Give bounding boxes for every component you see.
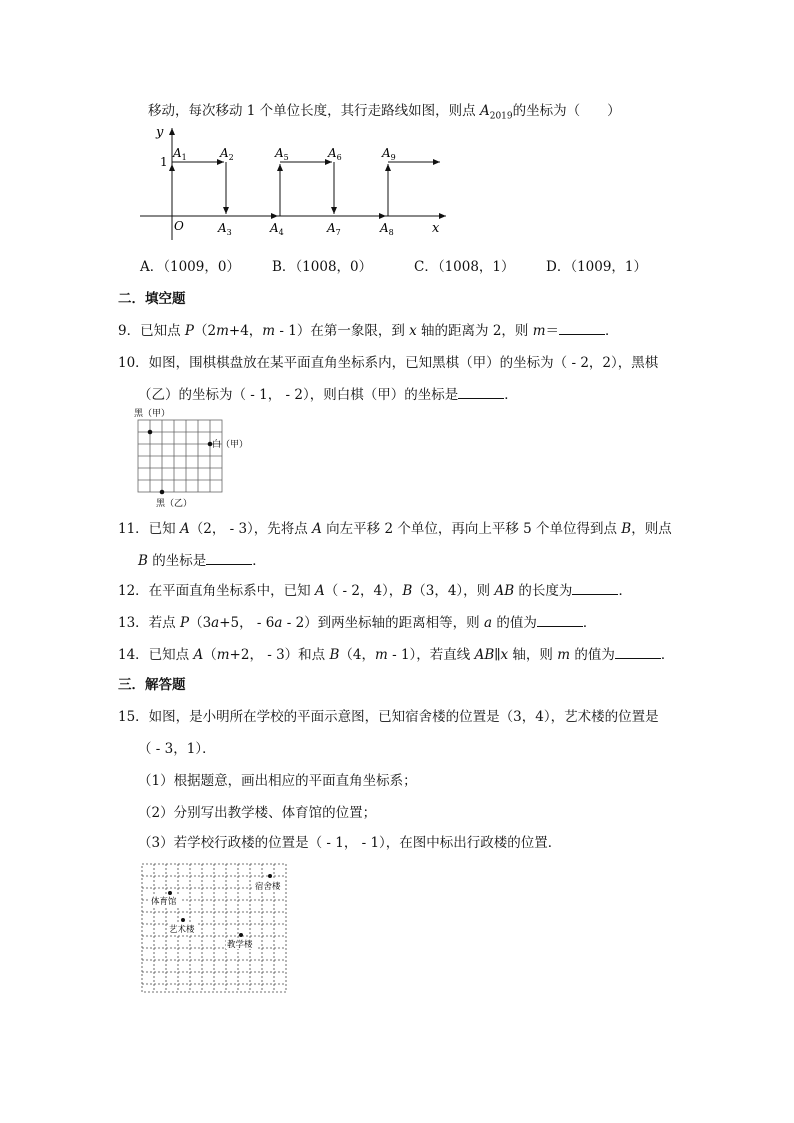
q12-var: AB	[494, 583, 515, 599]
art-point	[181, 918, 185, 922]
q13-answer-blank[interactable]	[537, 614, 583, 627]
q14-var: m	[216, 647, 230, 663]
q14-text: 的值为	[570, 647, 615, 663]
section-solution-title: 三．解答题	[118, 677, 186, 693]
q14-text: - 1），若直线	[387, 647, 475, 663]
label-A3: $A_3$	[218, 221, 232, 237]
q13-text: 13．若点	[118, 615, 180, 631]
label-A7: $A_7$	[327, 221, 341, 237]
q10-line1: 10．如图，围棋棋盘放在某平面直角坐标系内，已知黑棋（甲）的坐标为（ - 2，2），黑棋	[118, 355, 659, 371]
q15-line1: 15．如图，是小明所在学校的平面示意图，已知宿舍楼的位置是（3，4），艺术楼的位置是	[118, 709, 659, 725]
q8-option-a[interactable]: A．（1009，0）	[140, 259, 240, 275]
teach-label: 教学楼	[227, 940, 253, 950]
q11-text: 11．已知	[118, 521, 180, 537]
q15-line2: （ - 3，1）．	[138, 741, 216, 757]
q13-stem	[118, 614, 596, 632]
q8-option-c[interactable]: C．（1008，1）	[414, 259, 515, 275]
q13-text: ．	[582, 615, 597, 631]
q13-var: a	[211, 615, 220, 631]
q9-stem	[118, 322, 619, 340]
q9-answer-blank[interactable]	[559, 322, 605, 335]
q10-line2	[138, 386, 518, 404]
q13-var: P	[179, 615, 190, 631]
q9-var: m	[532, 323, 546, 339]
q9-text: ．	[605, 323, 619, 339]
teach-point	[239, 933, 243, 937]
q9-text: （2	[193, 323, 217, 339]
q14-text: （	[203, 647, 217, 663]
section-fill-blank-title: 二．填空题	[118, 291, 186, 307]
q11-line2	[138, 552, 266, 570]
label-A2: $A_2$	[220, 146, 234, 162]
axis-x-label: x	[432, 221, 440, 236]
label-black-a: 黑（甲）	[134, 409, 171, 419]
q9-var: x	[409, 323, 417, 339]
q9-var: m	[262, 323, 276, 339]
q12-text: 12．在平面直角坐标系中，已知	[118, 583, 315, 599]
q13-text: - 2）到两坐标轴的距离相等，则	[282, 615, 484, 631]
q9-text: +4，	[228, 323, 263, 339]
q8-option-d[interactable]: D．（1009，1）	[546, 259, 648, 275]
q15-sub2: （2）分别写出教学楼、体育馆的位置；	[138, 805, 377, 821]
q9-var: m	[216, 323, 229, 339]
q14-var: AB	[474, 647, 495, 663]
q12-stem	[118, 582, 632, 600]
q14-answer-blank[interactable]	[615, 646, 661, 659]
q12-text: ．	[618, 583, 632, 599]
q10-text: ．	[504, 387, 518, 403]
q11-var: A	[312, 521, 322, 537]
q8-stem-text: 移动，每次移动 1 个单位长度，其行走路线如图，则点	[148, 103, 480, 119]
black-stone-b	[160, 490, 165, 495]
q13-var: a	[483, 615, 493, 631]
q14-var: m	[375, 647, 388, 663]
label-white-a: 白（甲）	[212, 440, 249, 450]
q14-stem	[118, 646, 674, 664]
q11-text: （2， - 3），先将点	[189, 521, 313, 537]
label-A6: $A_6$	[328, 146, 342, 162]
gym-point	[168, 891, 172, 895]
q14-text: ∥	[494, 647, 501, 663]
dorm-point	[268, 874, 272, 878]
q10-text: （乙）的坐标为（ - 1， - 2），则白棋（甲）的坐标是	[138, 387, 459, 403]
axis-y-label: y	[156, 125, 164, 140]
q12-text: （ - 2，4），	[324, 583, 403, 599]
q9-text: - 1）在第一象限，到	[275, 323, 410, 339]
label-A4: $A_4$	[270, 221, 284, 237]
label-A5: $A_5$	[275, 146, 289, 162]
q14-var: A	[193, 647, 204, 663]
q13-text: 的值为	[492, 615, 537, 631]
art-label: 艺术楼	[169, 925, 195, 935]
label-black-b: 黑（乙）	[156, 499, 193, 509]
q13-text: +5， - 6	[219, 615, 275, 631]
q11-text: ，则点	[631, 521, 672, 537]
q9-text: 9．已知点	[118, 323, 185, 339]
q14-var: B	[329, 647, 340, 663]
q9-text: ＝	[545, 323, 560, 339]
q12-text: （3，4），则	[412, 583, 495, 599]
q8-point: A	[479, 103, 490, 119]
q9-text: 轴的距离为 2，则	[416, 323, 533, 339]
q11-var: B	[621, 521, 632, 537]
q14-text: +2， - 3）和点	[229, 647, 330, 663]
q11-answer-blank[interactable]	[206, 552, 252, 565]
q11-text: ．	[252, 553, 266, 569]
origin-label: O	[174, 219, 184, 233]
q13-text: （3	[189, 615, 212, 631]
q11-text: 的坐标是	[147, 553, 207, 569]
q11-line1	[118, 520, 672, 538]
q12-var: A	[314, 583, 325, 599]
label-A1: $A_1$	[173, 146, 187, 162]
black-stone-a	[148, 430, 153, 435]
q10-answer-blank[interactable]	[458, 386, 504, 399]
q8-stem-text2: 的坐标为（ ）	[512, 103, 621, 119]
q14-text: 轴，则	[508, 647, 558, 663]
q14-text: 14．已知点	[118, 647, 194, 663]
q11-text: 向左平移 2 个单位，再向上平移 5 个单位得到点	[321, 521, 622, 537]
tick-1-label: 1	[160, 155, 168, 169]
go-board-diagram	[134, 406, 254, 510]
q9-var: P	[184, 323, 194, 339]
q12-text: 的长度为	[514, 583, 573, 599]
q11-var: A	[179, 521, 190, 537]
q15-sub3: （3）若学校行政楼的位置是（ - 1， - 1），在图中标出行政楼的位置．	[138, 835, 562, 851]
campus-map-grid	[140, 862, 288, 996]
q8-point-sub: 2019	[489, 111, 513, 122]
q14-var: x	[500, 647, 509, 663]
q12-var: B	[402, 583, 413, 599]
q13-var: a	[274, 615, 283, 631]
q8-option-b[interactable]: B．（1008，0）	[272, 259, 373, 275]
gym-label: 体育馆	[151, 897, 177, 907]
label-A8: $A_8$	[380, 221, 394, 237]
q11-var: B	[138, 553, 148, 569]
q8-path-diagram	[130, 122, 460, 240]
q14-var: m	[557, 647, 571, 663]
q12-answer-blank[interactable]	[572, 582, 618, 595]
q15-sub1: （1）根据题意，画出相应的平面直角坐标系；	[138, 773, 417, 789]
q14-text: ．	[660, 647, 675, 663]
q14-text: （4，	[339, 647, 375, 663]
dorm-label: 宿舍楼	[255, 882, 281, 892]
label-A9: $A_9$	[382, 146, 396, 162]
